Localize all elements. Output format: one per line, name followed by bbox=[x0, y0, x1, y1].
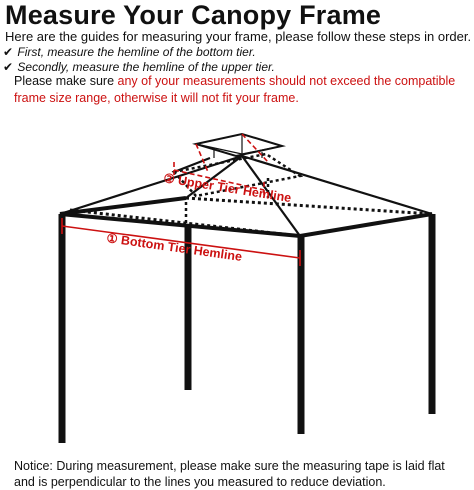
notice-text bbox=[14, 458, 464, 490]
note-warning: any of your measurements should not exceed the compatible frame size range, otherwise it will not fit your frame. bbox=[14, 74, 456, 105]
frame-legs bbox=[62, 214, 432, 443]
checkmark-icon: ✔ bbox=[3, 60, 14, 74]
page-title: Measure Your Canopy Frame bbox=[5, 0, 382, 30]
canopy-frame-diagram bbox=[0, 118, 474, 443]
checkmark-icon: ✔ bbox=[3, 45, 14, 59]
bottom-tier-label: ① Bottom Tier Hemline bbox=[105, 231, 243, 264]
bottom-tier-frame bbox=[60, 198, 432, 236]
step-1-text: First, measure the hemline of the bottom tier. bbox=[17, 45, 256, 59]
step-2-text: Secondly, measure the hemline of the upper tier. bbox=[17, 60, 275, 74]
top-vent bbox=[196, 134, 282, 158]
notice-body: During measurement, please make sure the measuring tape is laid flat and is perpendicular to the lines you measured to reduce deviation. bbox=[14, 459, 445, 489]
notice-label: Notice: bbox=[14, 459, 53, 473]
size-warning-note bbox=[14, 73, 474, 107]
step-1 bbox=[3, 45, 256, 59]
upper-tier-label: ② Upper Tier Hemline bbox=[162, 171, 293, 206]
bottom-tier-dotted bbox=[70, 198, 432, 236]
step-2 bbox=[3, 60, 275, 74]
intro-text: Here are the guides for measuring your frame, please follow these steps in order. bbox=[5, 29, 472, 44]
note-prefix: Please make sure bbox=[14, 74, 118, 88]
